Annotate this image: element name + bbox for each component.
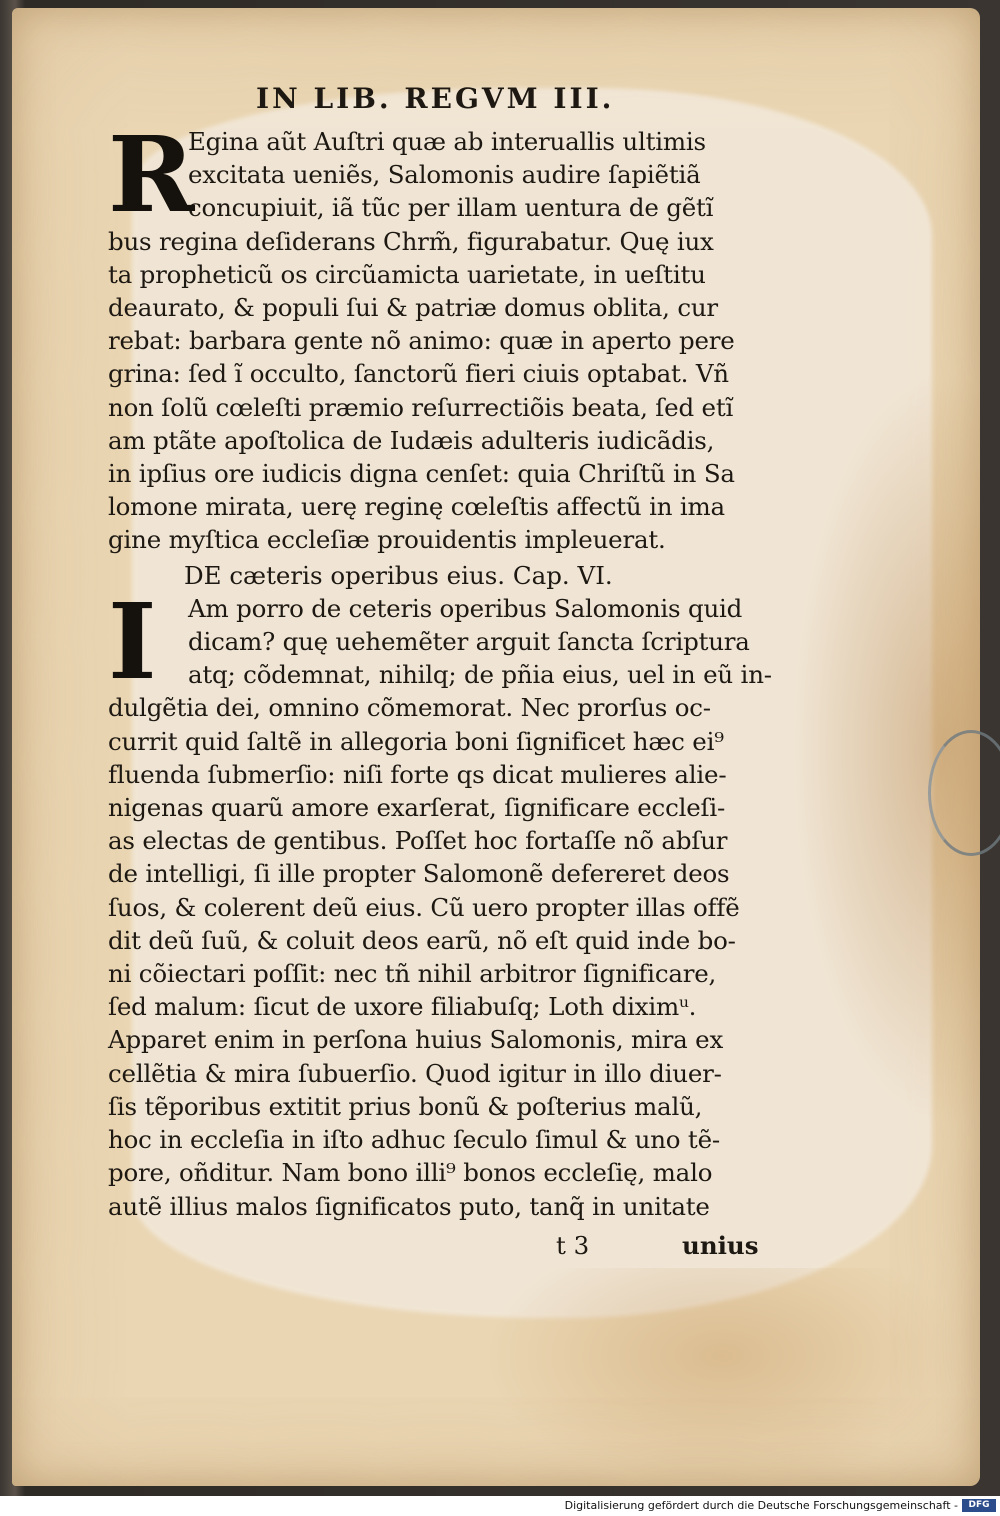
text-line: as electas de gentibus. Poſſet hoc fortaſſe nõ abſur: [108, 826, 728, 856]
text-line: ta propheticũ os circũamicta uarietate, in ueſtitu: [108, 259, 706, 289]
text-line: dulgẽtia dei, omnino cõmemorat. Nec prorſus oc-: [108, 693, 711, 723]
text-line: dicam? quę uehemẽter arguit ſancta ſcriptura: [188, 627, 750, 657]
text-line: deaurato, & populi ſui & patriæ domus oblita, cur: [108, 293, 718, 323]
paragraph-1: [108, 113, 778, 557]
footer-credit: Digitalisierung gefördert durch die Deutsche Forschungsgemeinschaft -: [564, 1499, 958, 1512]
running-head: IN LIB. REGVM III.: [256, 82, 615, 115]
page-text: [108, 82, 778, 1261]
text-line: dit deũ ſuũ, & coluit deos earũ, nõ eſt quid inde bo-: [108, 925, 736, 955]
text-line: de intelligi, ſi ille propter Salomonẽ defereret deos: [108, 859, 730, 889]
text-line: excitata ueniẽs, Salomonis audire ſapiẽtiã: [188, 160, 701, 190]
text-line: gine myſtica eccleſiæ prouidentis impleuerat.: [108, 525, 666, 555]
text-line: ni cõiectari poſſit: nec tñ nihil arbitror ſignificare,: [108, 959, 717, 989]
text-line: ſuos, & colerent deũ eius. Cũ uero propter illas offẽ: [108, 892, 740, 922]
text-line: autẽ illius malos ſignificatos puto, tanq̃ in unitate: [108, 1191, 710, 1221]
text-line: lomone mirata, uerę reginę cœleſtis affectũ in ima: [108, 492, 725, 522]
text-line: concupiuit, iã tũc per illam uentura de gẽtĩ: [188, 193, 714, 223]
text-line: hoc in eccleſia in iſto adhuc ſeculo ſimul & uno tẽ-: [108, 1125, 720, 1155]
text-line: non ſolũ cœleſti præmio reſurrectiõis beata, ſed etĩ: [108, 392, 734, 422]
catchword: unius: [682, 1230, 759, 1260]
text-line: pore, oñditur. Nam bono illi⁹ bonos eccleſię, malo: [108, 1158, 713, 1188]
text-line: Egina aũt Auſtri quæ ab interuallis ultimis: [188, 127, 706, 156]
drop-capital-r: R: [108, 113, 195, 236]
text-line: currit quid ſaltẽ in allegoria boni ſignificet hæc ei⁹: [108, 726, 724, 756]
text-line: ſis tẽporibus extitit prius bonũ & poſterius malũ,: [108, 1091, 703, 1121]
digitization-footer: [0, 1496, 1000, 1516]
text-line: atq; cõdemnat, nihilq; de pñia eius, uel in eũ in-: [188, 660, 772, 690]
text-line: bus regina deſiderans Chrm̃, figurabatur. Quę iux: [108, 226, 714, 256]
text-line: ſed malum: ſicut de uxore filiabuſq; Loth diximᵘ.: [108, 992, 697, 1022]
text-line: rebat: barbara gente nõ animo: quæ in aperto pere: [108, 326, 735, 356]
water-stain-bottom: [482, 1268, 962, 1486]
dfg-logo: DFG: [962, 1499, 996, 1512]
text-line: grina: ſed ĩ occulto, ſanctorũ fieri ciuis optabat. Vñ: [108, 359, 729, 389]
chapter-heading: DE cæteris operibus eius. Cap. VI.: [184, 560, 613, 590]
catchwords-row: [108, 1231, 778, 1261]
text-line: nigenas quarũ amore exarſerat, ſignificare eccleſi-: [108, 793, 726, 823]
paragraph-2: [108, 579, 778, 1223]
drop-capital-i: I: [108, 579, 157, 703]
signature-mark: t 3: [556, 1230, 590, 1260]
text-line: Apparet enim in perſona huius Salomonis, mira ex: [108, 1025, 724, 1055]
text-line: fluenda ſubmerſio: niſi forte qs dicat mulieres alie-: [108, 759, 727, 789]
text-line: cellẽtia & mira ſubuerſio. Quod igitur in illo diuer-: [108, 1058, 722, 1088]
text-line: Am porro de ceteris operibus Salomonis quid: [188, 593, 743, 623]
text-line: am ptãte apoſtolica de Iudæis adulteris iudicãdis,: [108, 425, 715, 455]
text-line: in ipſius ore iudicis digna cenſet: quia Chriſtũ in Sa: [108, 459, 735, 489]
